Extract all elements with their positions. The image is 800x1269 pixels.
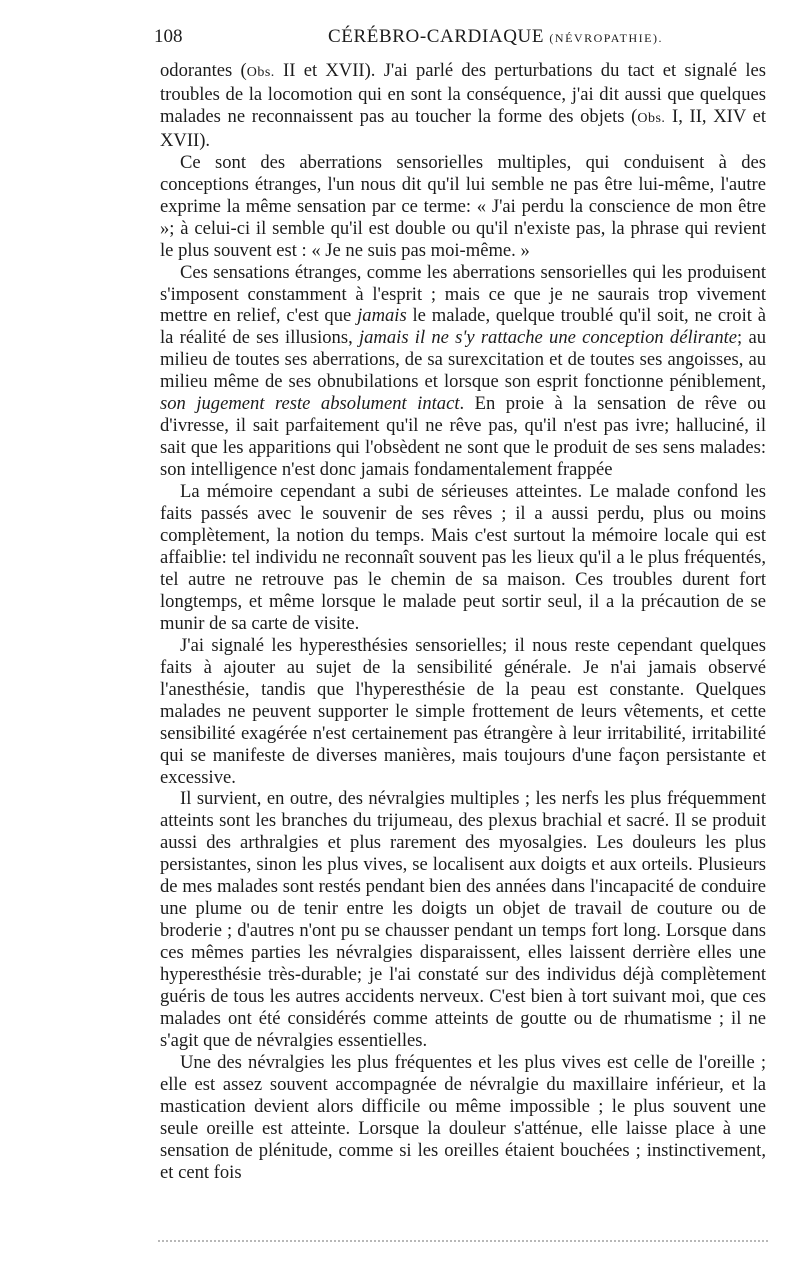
paragraph-7: Une des névralgies les plus fréquentes et les plus vives est celle de l'oreille ; elle est assez souvent accompagnée de névralgie du maxillaire inférieur, et la mastication devient alors difficile ou même impossible ; le plus souvent une seule oreille est atteinte. Lorsque la douleur s'atténue, elle laisse place à une sensation de plénitude, comme si les oreilles étaient bouchées ; instinctivement, et cent fois <box>160 1051 766 1183</box>
paragraph-5: J'ai signalé les hyperesthésies sensorielles; il nous reste cependant quelques faits à ajouter au sujet de la sensibilité générale. Je n'ai jamais observé l'anesthésie, tandis que l'hyperesthésie de la peau est constante. Quelques malades ne peuvent supporter le simple frottement de leurs vêtements, et cette sensibilité exagérée n'est certainement pas étrangère à leur irritabilité, irritabilité qui se manifeste de diverses manières, mais toujours d'une façon persistante et excessive. <box>160 634 766 788</box>
running-title-main: CÉRÉBRO-CARDIAQUE <box>328 26 545 47</box>
paragraph-2: Ce sont des aberrations sensorielles multiples, qui conduisent à des conceptions étranges, l'un nous dit qu'il lui semble ne pas être lui-même, l'autre exprime la même sensation par ce terme: « J'ai perdu la conscience de mon être »; à celui-ci il semble qu'il est double ou qu'il n'existe pas, la phrase qui revient le plus souvent est : « Je ne suis pas moi-même. » <box>160 151 766 261</box>
obs-abbrev: Obs. <box>246 65 275 80</box>
running-title-sub: (NÉVROPATHIE). <box>549 31 663 45</box>
running-title <box>328 22 663 53</box>
running-header <box>154 22 770 52</box>
paragraph-6: Il survient, en outre, des névralgies multiples ; les nerfs les plus fréquemment atteints sont les branches du trijumeau, des plexus brachial et sacré. Il se produit aussi des arthralgies et plus rarement des myosalgies. Les douleurs les plus persistantes, sinon les plus vives, se localisent aux doigts et aux orteils. Plusieurs de mes malades sont restés pendant bien des années dans l'incapacité de conduire une plume ou de tenir entre les doigts un objet de travail de couture ou de broderie ; d'autres n'ont pu se chausser pendant un temps fort long. Lorsque dans ces mêmes parties les névralgies disparaissent, elles laissent derrière elles une hyperesthésie très-durable; je l'ai constaté sur des individus déjà complètement guéris de tous les autres accidents nerveux. C'est bien à tort suivant moi, que ces malades ont été considérés comme atteints de goutte ou de rhumatisme ; il ne s'agit que de névralgies essentielles. <box>160 788 766 1051</box>
emphasis: son jugement reste absolument intact <box>160 393 460 415</box>
paragraph-1: odorantes (Obs. II et XVII). J'ai parlé des perturbations du tact et signalé les troubles de la locomotion qui en sont la conséquence, j'ai dit aussi que quelques malades ne reconnaissent pas au toucher la forme des objets (Obs. I, II, XIV et XVII). <box>160 60 766 151</box>
paragraph-4: La mémoire cependant a subi de sérieuses atteintes. Le malade confond les faits passés avec le souvenir de ses rêves ; il a aussi perdu, plus ou moins complètement, la notion du temps. Mais c'est surtout la mémoire locale qui est affaiblie: tel individu ne reconnaît souvent pas les lieux qu'il a le plus fréquentés, tel autre ne retrouve pas le chemin de sa maison. Ces troubles durent fort longtemps, et même lorsque le malade peut sortir seul, il a la précaution de se munir de sa carte de visite. <box>160 481 766 634</box>
paragraph-3: Ces sensations étranges, comme les aberrations sensorielles qui les produisent s'imposent constamment à l'esprit ; mais ce que je ne saurais trop vivement mettre en relief, c'est que jamais le malade, quelque troublé qu'il soit, ne croit à la réalité de ses illusions, jamais il ne s'y rattache une conception délirante; au milieu de toutes ses aberrations, de sa surexcitation et de toutes ses angoisses, au milieu même de ses obnubilations et lorsque son esprit fonctionne péniblement, son jugement reste absolument intact. En proie à la sensation de rêve ou d'ivresse, il sait parfaitement qu'il ne rêve pas, qu'il n'est pas ivre; halluciné, il sait que les apparitions qui l'obsèdent ne sont que le produit de ses sens malades: son intelligence n'est donc jamais fondamentalement frappée <box>160 261 766 481</box>
footer-rule <box>158 1240 768 1242</box>
body-text <box>160 60 766 1184</box>
emphasis: jamais <box>357 305 407 327</box>
obs-abbrev: Obs. <box>637 110 666 126</box>
emphasis: jamais il ne s'y rattache une conception délirante <box>358 327 738 349</box>
page-number: 108 <box>154 26 183 47</box>
